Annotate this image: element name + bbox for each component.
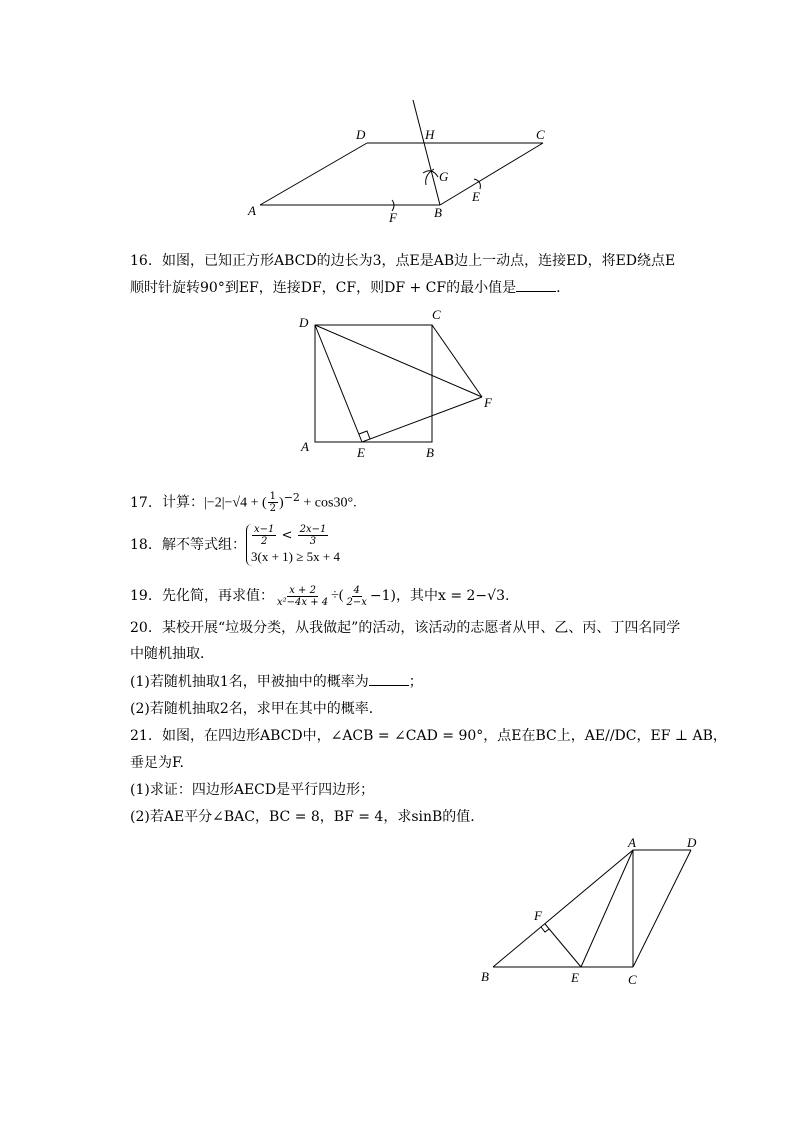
q18-frac-left — [252, 524, 276, 547]
q16-text-1: 如图，已知正方形ABCD的边长为3，点E是AB边上一动点，连接ED，将ED绕点E — [162, 253, 676, 269]
label-C: C — [536, 127, 545, 142]
q17-expr-c: + cos30°. — [299, 495, 357, 511]
label-C: C — [628, 972, 637, 987]
label-D: D — [687, 835, 697, 850]
q21-line2: 垂足为F. — [130, 755, 184, 771]
q16-text-3: . — [556, 280, 561, 296]
label-C: C — [432, 307, 441, 322]
q18-row2: 3(x + 1) ≥ 5x + 4 — [251, 549, 340, 564]
q19-tail: −1)，其中x = 2−√3. — [369, 588, 510, 604]
q19-frac-2 — [345, 585, 369, 608]
q17-fraction — [268, 491, 278, 514]
q16-text-2: 顺时针旋转90°到EF，连接DF，CF，则DF + CF的最小值是 — [130, 280, 517, 296]
segment-EF — [545, 924, 581, 967]
bisector-line — [413, 100, 440, 205]
label-F: F — [484, 395, 492, 410]
q17-exponent: −2 — [283, 491, 300, 504]
segment-EF — [362, 397, 482, 442]
q16-line2 — [130, 279, 561, 297]
q17-frac-den: 2 — [269, 503, 277, 515]
q19-frac-1-num: x + 2 — [289, 584, 316, 596]
q18-frac-right-num: 2x−1 — [299, 524, 327, 535]
edge-CB — [440, 143, 543, 205]
q18-op: < — [281, 528, 293, 543]
q19-lead: 先化简，再求值： — [162, 588, 274, 604]
q20-line1 — [130, 619, 680, 637]
q19-frac-1 — [275, 585, 330, 608]
figure-parallelogram-construction — [240, 95, 570, 230]
figure-16-svg — [295, 305, 505, 465]
q21-text-1: 如图，在四边形ABCD中，∠ACB = ∠CAD = 90°，点E在BC上，AE//DC，EF ⊥ AB， — [162, 728, 727, 744]
label-E: E — [357, 445, 365, 460]
label-B: B — [426, 445, 434, 460]
figure-square-rotation — [295, 305, 505, 465]
label-D: D — [356, 127, 366, 142]
q20-number: 20. — [130, 620, 153, 636]
q16-number: 16. — [130, 253, 153, 269]
q19-frac-2-num: 4 — [353, 584, 360, 596]
q20-sub1-text: (1)若随机抽取1名，甲被抽中的概率为 — [130, 674, 369, 690]
q18-row1 — [251, 524, 340, 547]
segment-DC — [633, 850, 691, 967]
label-B: B — [434, 205, 442, 220]
q18-frac-right-den: 3 — [309, 536, 317, 547]
q17-lead: 计算： — [162, 494, 204, 511]
label-A: A — [628, 835, 636, 850]
label-A: A — [248, 203, 256, 218]
q16-answer-blank[interactable] — [516, 279, 556, 292]
q19-op: ÷( — [331, 588, 344, 603]
q16-line1 — [130, 252, 675, 270]
label-H: H — [425, 127, 435, 142]
q20-line2: 中随机抽取． — [130, 646, 214, 662]
q18-line — [130, 525, 340, 565]
q21-sub2: (2)若AE平分∠BAC，BC = 8，BF = 4，求sinB的值. — [130, 809, 475, 825]
q17-expr-a: |−2|−√4 + ( — [204, 495, 267, 511]
q20-sub1-end: ； — [408, 674, 423, 690]
q20-text-1: 某校开展“垃圾分类，从我做起”的活动，该活动的志愿者从甲、乙、丙、丁四名同学 — [162, 620, 681, 636]
q21-sub1: (1)求证：四边形AECD是平行四边形； — [130, 782, 375, 798]
q19-number: 19. — [130, 588, 153, 604]
q18-lead: 解不等式组： — [162, 537, 246, 553]
q19-frac-1-den: x²−4x + 4 — [277, 596, 329, 608]
label-E: E — [571, 970, 579, 985]
q18-frac-left-num: x−1 — [254, 524, 275, 535]
label-G: G — [439, 169, 449, 184]
q18-frac-right — [298, 524, 329, 547]
q17-number: 17. — [130, 494, 153, 511]
q19-frac-2-den: 2−x — [346, 596, 367, 608]
label-B: B — [481, 969, 489, 984]
label-D: D — [299, 315, 309, 330]
label-A: A — [301, 439, 309, 454]
q19-line — [130, 585, 509, 607]
q17-line — [130, 489, 357, 514]
q20-answer-blank[interactable] — [369, 673, 409, 686]
figure-quadrilateral-AECD — [475, 835, 710, 990]
q18-frac-left-den: 2 — [261, 536, 268, 547]
q17-frac-num: 1 — [269, 491, 277, 503]
q20-sub1 — [130, 673, 423, 691]
q17-expr-b: ) — [279, 495, 284, 511]
label-F: F — [389, 210, 397, 225]
q20-sub2: (2)若随机抽取2名，求甲在其中的概率． — [130, 701, 383, 717]
label-E: E — [472, 189, 480, 204]
figure-15-svg — [240, 95, 570, 230]
q18-number: 18. — [130, 537, 153, 553]
segment-AE — [581, 850, 633, 967]
q18-inequality-system — [246, 524, 340, 566]
label-F: F — [534, 908, 542, 923]
square-ABCD — [315, 325, 432, 442]
segment-BA — [493, 850, 633, 967]
figure-21-svg — [475, 835, 710, 990]
q21-number: 21. — [130, 728, 153, 744]
q21-line1 — [130, 727, 727, 745]
edge-AD — [260, 143, 367, 205]
